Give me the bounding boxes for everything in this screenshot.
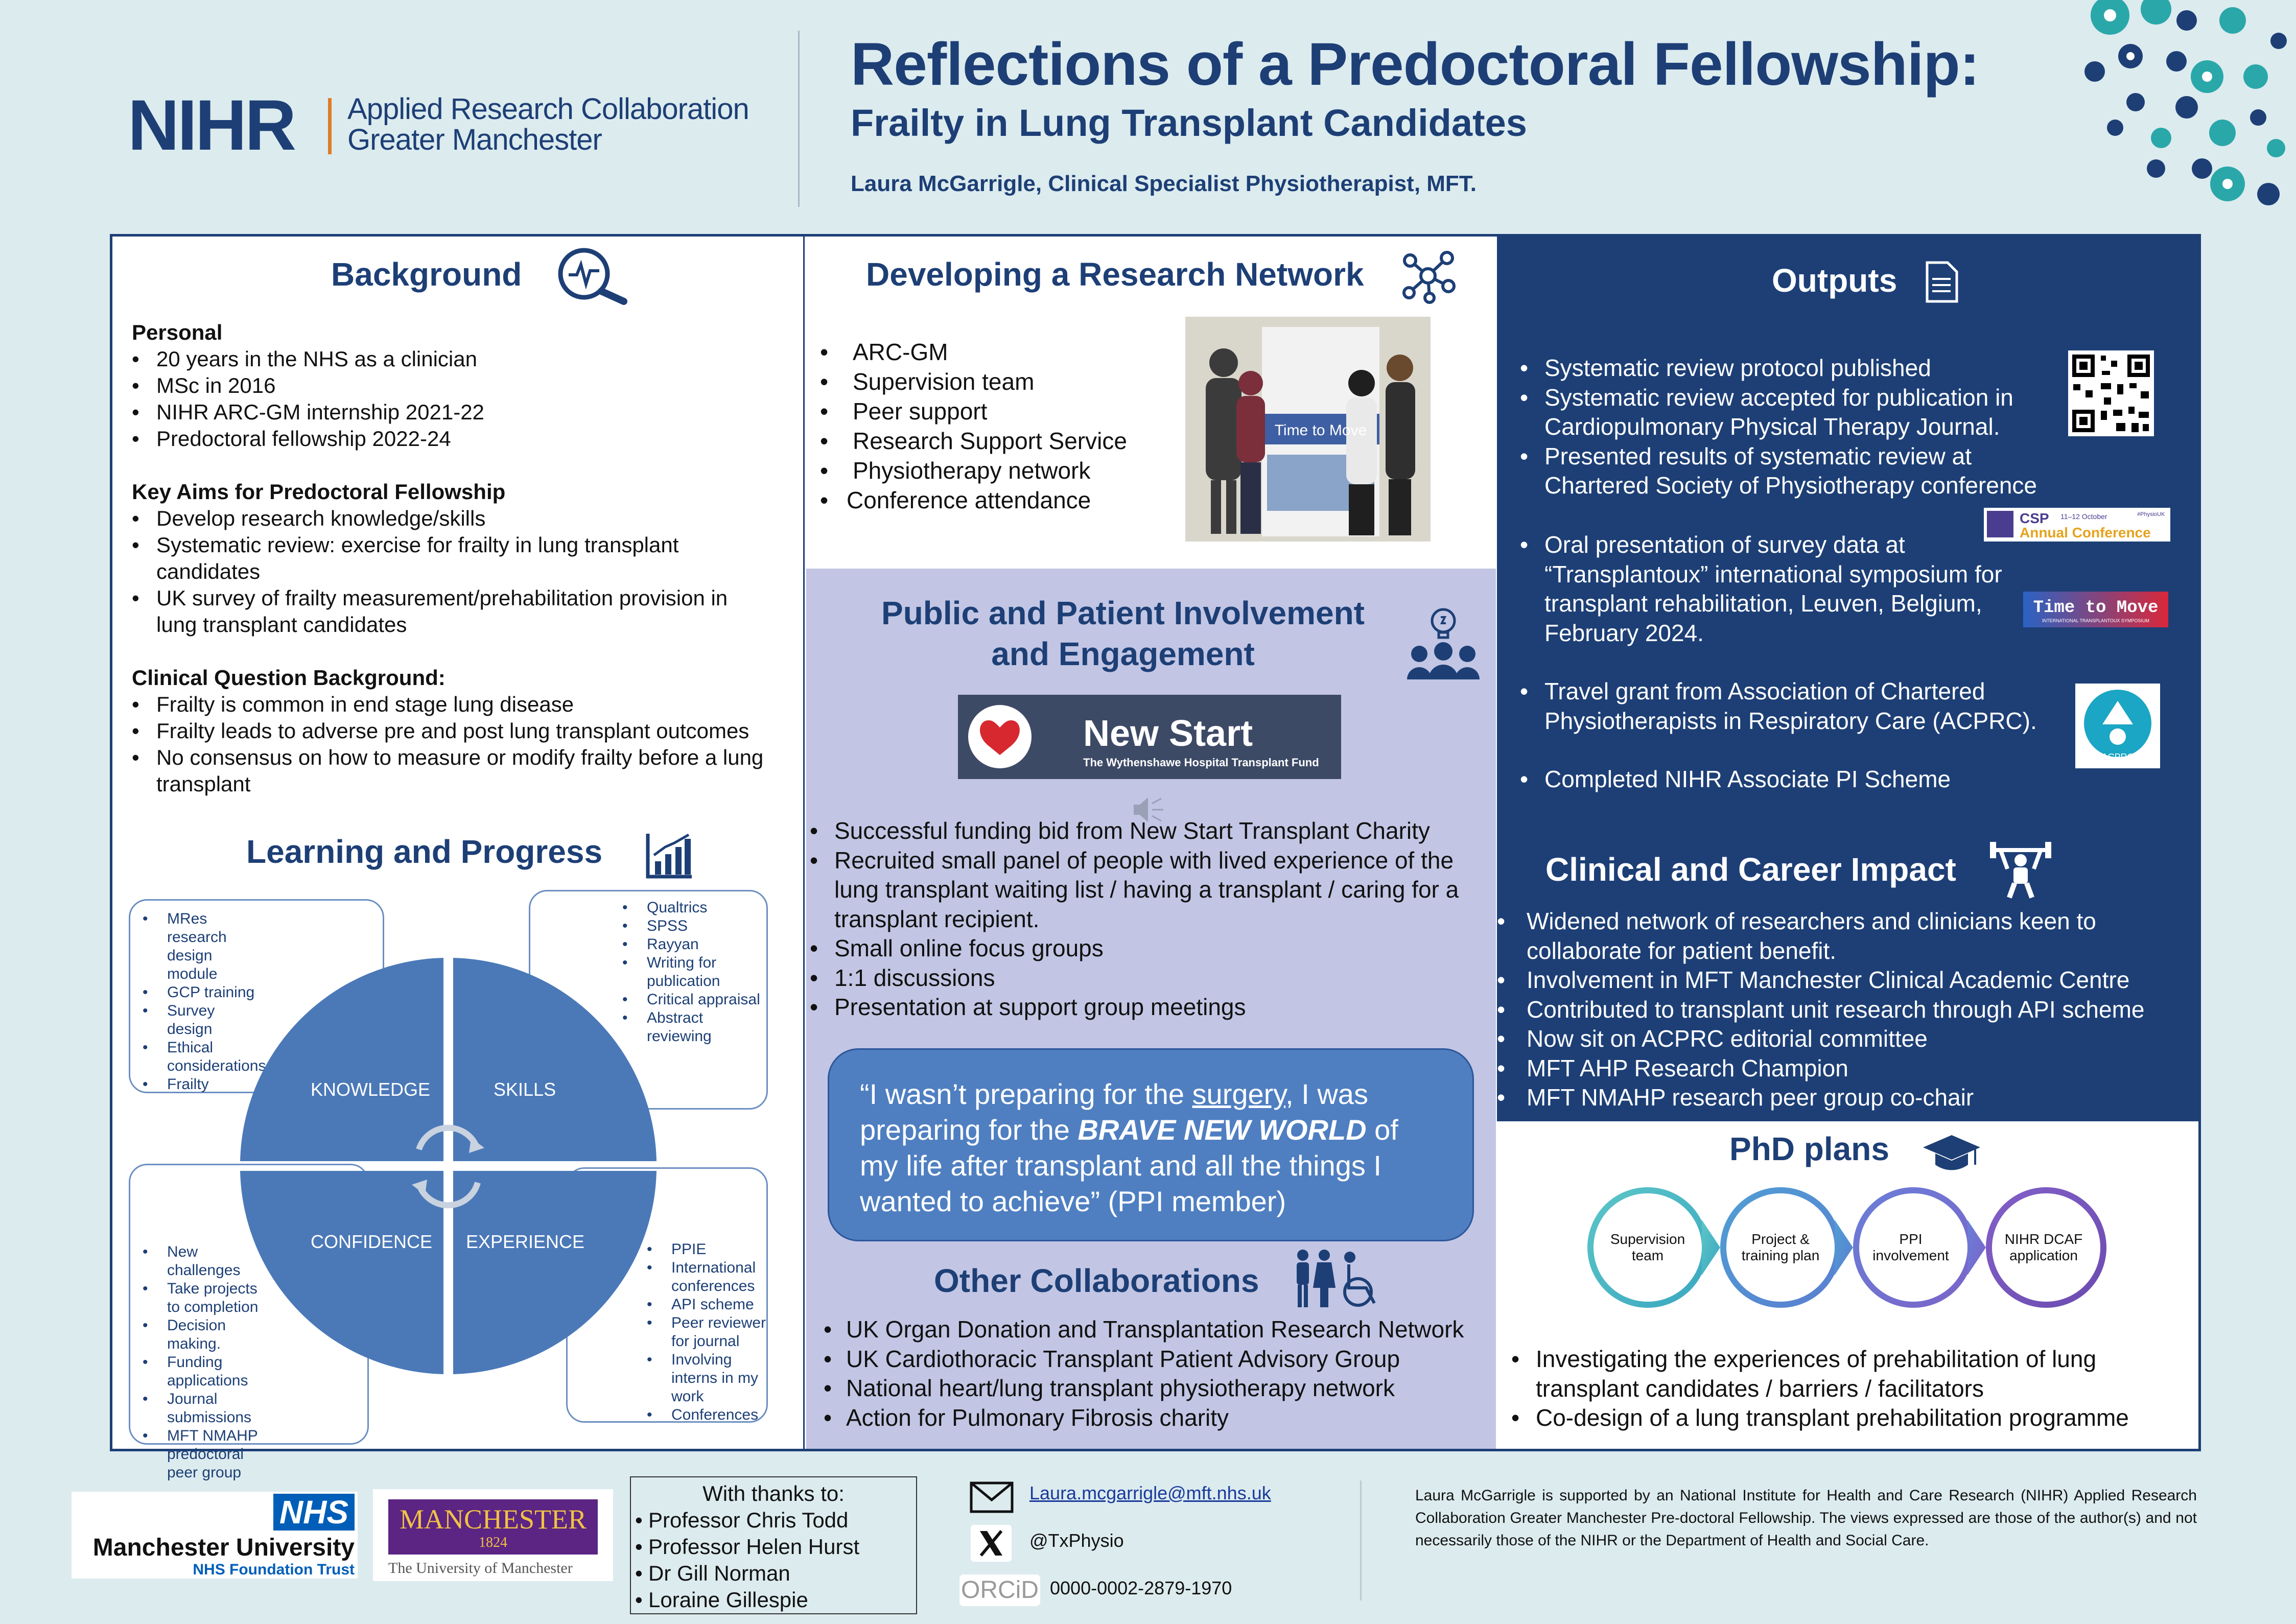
list-item: • Frailty is common in end stage lung disease bbox=[132, 691, 770, 718]
acprc-logo-text: ACPRC bbox=[2101, 752, 2134, 762]
nihr-logo-divider bbox=[328, 98, 332, 154]
list-item: • Predoctoral fellowship 2022-24 bbox=[132, 426, 796, 452]
document-icon bbox=[1925, 261, 1959, 303]
magnifier-icon bbox=[554, 244, 636, 305]
quadrant-skills bbox=[453, 958, 657, 1161]
list-item: • GCP training bbox=[143, 983, 263, 1002]
acprc-logo bbox=[2075, 684, 2160, 768]
time-to-move-logo-subtext: INTERNATIONAL TRANSPLANTOUX SYMPOSIUM bbox=[2042, 618, 2149, 623]
list-item: • Successful funding bid from New Start Transplant Charity bbox=[810, 816, 1497, 846]
list-item: • Systematic review accepted for publication in Cardiopulmonary Physical Therapy Journal. bbox=[1520, 383, 2072, 442]
list-item: • New challenges bbox=[143, 1243, 268, 1280]
team-photo bbox=[1185, 317, 1431, 542]
time-to-move-logo bbox=[2023, 592, 2168, 627]
list-item: • Loraine Gillespie bbox=[635, 1587, 912, 1613]
impact-list bbox=[1497, 907, 2197, 1113]
quadrant-label-experience: EXPERIENCE bbox=[466, 1231, 585, 1252]
collab-heading: Other Collaborations bbox=[934, 1262, 1259, 1299]
csp-logo-subtext: Annual Conference bbox=[2020, 525, 2151, 540]
list-item: • Funding applications bbox=[143, 1353, 268, 1390]
decorative-dots-graphic bbox=[2074, 0, 2296, 225]
email-icon bbox=[970, 1481, 1014, 1513]
list-item: • Professor Helen Hurst bbox=[635, 1534, 912, 1560]
phd-list bbox=[1511, 1345, 2196, 1433]
uom-logo-year: 1824 bbox=[479, 1535, 507, 1550]
phd-step-label: Project & training plan bbox=[1741, 1231, 1820, 1263]
list-item: • Frailty leads to adverse pre and post lung transplant outcomes bbox=[132, 718, 770, 744]
list-item: • Contributed to transplant unit research through API scheme bbox=[1497, 995, 2197, 1025]
quadrant-label-confidence: CONFIDENCE bbox=[311, 1231, 433, 1252]
phd-heading: PhD plans bbox=[1729, 1131, 1889, 1167]
background-heading: Background bbox=[331, 256, 522, 293]
time-to-move-logo-text: Time to Move bbox=[2033, 598, 2159, 618]
network-nodes-icon bbox=[1400, 248, 1456, 304]
list-item: • Systematic review: exercise for frailty in lung transplant candidates bbox=[132, 532, 755, 585]
qr-code[interactable] bbox=[2068, 350, 2154, 436]
network-list bbox=[820, 337, 1127, 515]
list-item: • Travel grant from Association of Chartered Physiotherapists in Respiratory Care (ACPRC). bbox=[1520, 677, 2067, 736]
poster-title: Reflections of a Predoctoral Fellowship: bbox=[851, 31, 1979, 98]
list-item: • Presentation at support group meetings bbox=[810, 993, 1497, 1022]
list-item: • International conferences bbox=[647, 1259, 767, 1296]
phd-step-label: Supervision team bbox=[1610, 1231, 1685, 1263]
graduation-cap-icon bbox=[1921, 1133, 1982, 1174]
bar-chart-icon bbox=[645, 832, 694, 881]
twitter-handle[interactable]: @TxPhysio bbox=[1029, 1530, 1124, 1551]
list-item: • National heart/lung transplant physiotherapy network bbox=[824, 1374, 1464, 1403]
quadrant-experience bbox=[453, 1171, 657, 1374]
list-item: • UK Cardiothoracic Transplant Patient Advisory Group bbox=[824, 1345, 1464, 1374]
poster-author: Laura McGarrigle, Clinical Specialist Physiotherapist, MFT. bbox=[851, 171, 1477, 196]
list-item: • Widened network of researchers and clinicians keen to collaborate for patient benefit. bbox=[1497, 907, 2197, 966]
list-item: • Investigating the experiences of prehabilitation of lung transplant candidates / barriers / facilitators bbox=[1511, 1345, 2196, 1403]
photo-banner-text: Time to Move bbox=[1274, 422, 1367, 439]
poster-subtitle: Frailty in Lung Transplant Candidates bbox=[851, 102, 1527, 144]
outputs-heading: Outputs bbox=[1772, 262, 1897, 299]
list-item: • Presented results of systematic review at Chartered Society of Physiotherapy conference bbox=[1520, 442, 2072, 501]
list-item: • Qualtrics bbox=[622, 899, 766, 917]
new-start-logo-subtitle: The Wythenshawe Hospital Transplant Fund bbox=[1083, 756, 1319, 769]
quote-part: , I was preparing for the bbox=[860, 1078, 1368, 1146]
mft-logo bbox=[72, 1492, 358, 1579]
x-twitter-icon[interactable] bbox=[971, 1525, 1012, 1562]
list-item: • No consensus on how to measure or modify frailty before a lung transplant bbox=[132, 744, 770, 797]
uom-logo-word: MANCHESTER bbox=[399, 1504, 587, 1535]
nihr-logo-subtitle bbox=[347, 94, 749, 155]
list-item: • Ethical considerations bbox=[143, 1039, 263, 1075]
list-item: • Survey design bbox=[143, 1002, 263, 1039]
aims-list bbox=[132, 505, 755, 638]
list-item: • UK Organ Donation and Transplantation Research Network bbox=[824, 1315, 1464, 1345]
list-item: • 1:1 discussions bbox=[810, 963, 1497, 993]
weightlifter-icon bbox=[1990, 838, 2051, 899]
phd-step-label: NIHR DCAF application bbox=[2004, 1231, 2083, 1263]
list-item: • Take projects to completion bbox=[143, 1280, 268, 1316]
list-item: • ARC-GM bbox=[820, 337, 1127, 367]
learning-heading: Learning and Progress bbox=[246, 833, 603, 870]
list-item: • Conferences bbox=[647, 1406, 767, 1424]
list-item: • Supervision team bbox=[820, 367, 1127, 396]
personal-list bbox=[132, 346, 796, 452]
thanks-title: With thanks to: bbox=[702, 1481, 845, 1505]
list-item: • Peer support bbox=[820, 396, 1127, 426]
list-item: • Systematic review protocol published bbox=[1520, 354, 2072, 383]
ppi-heading bbox=[806, 593, 1501, 674]
outputs-list bbox=[1520, 354, 2072, 501]
nhs-logo-badge: NHS bbox=[273, 1494, 355, 1531]
people-wheelchair-icon bbox=[1293, 1249, 1385, 1310]
list-item: • MFT NMAHP research peer group co-chair bbox=[1497, 1083, 2197, 1113]
list-item: • PPIE bbox=[647, 1240, 767, 1259]
new-start-logo-title: New Start bbox=[1083, 713, 1253, 754]
cycle-arrows-icon bbox=[419, 1128, 478, 1206]
collab-list bbox=[824, 1315, 1464, 1432]
personal-label: Personal bbox=[132, 320, 223, 344]
mft-logo-name: Manchester University bbox=[92, 1534, 355, 1561]
quadrant-label-skills: SKILLS bbox=[494, 1079, 556, 1100]
list-item: • Professor Chris Todd bbox=[635, 1507, 912, 1534]
list-item: • Involvement in MFT Manchester Clinical Academic Centre bbox=[1497, 966, 2197, 995]
list-item: • Peer reviewer for journal bbox=[647, 1314, 767, 1351]
list-item: • Frailty bbox=[143, 1075, 263, 1094]
list-item: • Research Support Service bbox=[820, 426, 1127, 456]
new-start-logo bbox=[958, 695, 1341, 779]
list-item: • MSc in 2016 bbox=[132, 372, 796, 399]
outputs-list-c bbox=[1520, 677, 2067, 736]
orcid-logo bbox=[959, 1574, 1040, 1606]
list-item: • Writing for publication bbox=[622, 954, 766, 991]
list-item: • Critical appraisal bbox=[622, 991, 766, 1009]
quote-part: of my life after transplant and all the things I wanted to achieve” (PPI member) bbox=[860, 1114, 1398, 1217]
ppi-quote bbox=[828, 1048, 1474, 1241]
list-item: • Physiotherapy network bbox=[820, 456, 1127, 485]
ppi-heading-line1: Public and Patient Involvement bbox=[881, 595, 1365, 631]
impact-heading: Clinical and Career Impact bbox=[1545, 851, 1956, 888]
csp-conference-logo bbox=[1984, 508, 2170, 542]
people-lightbulb-icon bbox=[1405, 603, 1482, 685]
uom-logo-subtitle: The University of Manchester bbox=[388, 1560, 573, 1576]
list-item: • UK survey of frailty measurement/prehabilitation provision in lung transplant candidates bbox=[132, 585, 755, 638]
list-item: • SPSS bbox=[622, 917, 766, 935]
list-item: • MFT NMAHP predoctoral peer group bbox=[143, 1427, 268, 1482]
orcid-id[interactable]: 0000-0002-2879-1970 bbox=[1050, 1578, 1232, 1598]
email-link[interactable]: Laura.mcgarrigle@mft.nhs.uk bbox=[1029, 1482, 1271, 1503]
quadrant-label-knowledge: KNOWLEDGE bbox=[311, 1079, 431, 1100]
list-item: • Small online focus groups bbox=[810, 934, 1497, 963]
funding-disclaimer: Laura McGarrigle is supported by an National Institute for Health and Care Research (NIHR) Applied Research Collaboration Greater Manchester Pre-doctoral Fellowship. The views expressed are those of the author(s) and not necessarily those of the NIHR or the Department of Health and Social Care. bbox=[1415, 1487, 2197, 1549]
header-divider bbox=[798, 31, 800, 207]
outputs-list-b bbox=[1520, 530, 2031, 648]
list-item: • Action for Pulmonary Fibrosis charity bbox=[824, 1403, 1464, 1433]
list-item: • NIHR ARC-GM internship 2021-22 bbox=[132, 399, 796, 426]
list-item: • Oral presentation of survey data at “Transplantoux” international symposium for transplant rehabilitation, Leuven, Belgium, February 2024. bbox=[1520, 530, 2031, 648]
orcid-logo-text: ORCiD bbox=[961, 1576, 1039, 1604]
clinical-list bbox=[132, 691, 770, 797]
csp-logo-text: CSP bbox=[2020, 510, 2049, 526]
ppi-heading-line2: and Engagement bbox=[991, 636, 1255, 672]
aims-label: Key Aims for Predoctoral Fellowship bbox=[132, 480, 506, 504]
list-item: • 20 years in the NHS as a clinician bbox=[132, 346, 796, 372]
footer-divider bbox=[1360, 1480, 1362, 1601]
logo-line2: Greater Manchester bbox=[347, 123, 602, 156]
quote-underlined: surgery bbox=[1192, 1078, 1286, 1110]
list-item: • Now sit on ACPRC editorial committee bbox=[1497, 1024, 2197, 1054]
list-item: • Completed NIHR Associate PI Scheme bbox=[1520, 765, 2133, 794]
uom-logo bbox=[373, 1489, 613, 1581]
thanks-list bbox=[635, 1507, 912, 1613]
thanks-box bbox=[630, 1476, 917, 1614]
list-item: • Recruited small panel of people with lived experience of the lung transplant waiting list / having a transplant / caring for a transplant recipient. bbox=[810, 846, 1497, 934]
network-heading: Developing a Research Network bbox=[866, 256, 1364, 293]
ppi-list bbox=[810, 816, 1497, 1022]
outputs-list-d bbox=[1520, 765, 2133, 794]
clinical-label: Clinical Question Background: bbox=[132, 666, 446, 690]
nihr-logo-word: NIHR bbox=[128, 85, 295, 165]
quadrant-knowledge bbox=[240, 958, 443, 1161]
mft-logo-trust: NHS Foundation Trust bbox=[193, 1561, 355, 1578]
list-item: • MRes research design module bbox=[143, 910, 263, 983]
learning-quadrant-diagram bbox=[240, 958, 657, 1374]
list-item: • Rayyan bbox=[622, 935, 766, 954]
quote-emphasis: BRAVE NEW WORLD bbox=[1077, 1114, 1367, 1146]
list-item: • Involving interns in my work bbox=[647, 1351, 767, 1406]
list-item: • Journal submissions bbox=[143, 1390, 268, 1427]
list-item: • Conference attendance bbox=[820, 485, 1127, 515]
csp-logo-tag: #PhysioUK bbox=[2137, 511, 2165, 517]
quote-part: “I wasn’t preparing for the bbox=[860, 1078, 1192, 1110]
list-item: • Abstract reviewing bbox=[622, 1009, 766, 1046]
logo-line1: Applied Research Collaboration bbox=[347, 92, 749, 126]
list-item: • Dr Gill Norman bbox=[635, 1560, 912, 1587]
list-item: • Decision making. bbox=[143, 1316, 268, 1353]
list-item: • Develop research knowledge/skills bbox=[132, 505, 755, 532]
csp-logo-dates: 11–12 October bbox=[2060, 512, 2107, 521]
uom-logo-block bbox=[388, 1499, 598, 1555]
nihr-logo bbox=[128, 87, 771, 163]
quadrant-confidence bbox=[240, 1171, 443, 1374]
list-item: • MFT AHP Research Champion bbox=[1497, 1054, 2197, 1084]
phd-step-label: PPI involvement bbox=[1872, 1231, 1949, 1263]
list-item: • Co-design of a lung transplant prehabilitation programme bbox=[1511, 1403, 2196, 1433]
list-item: • API scheme bbox=[647, 1296, 767, 1314]
